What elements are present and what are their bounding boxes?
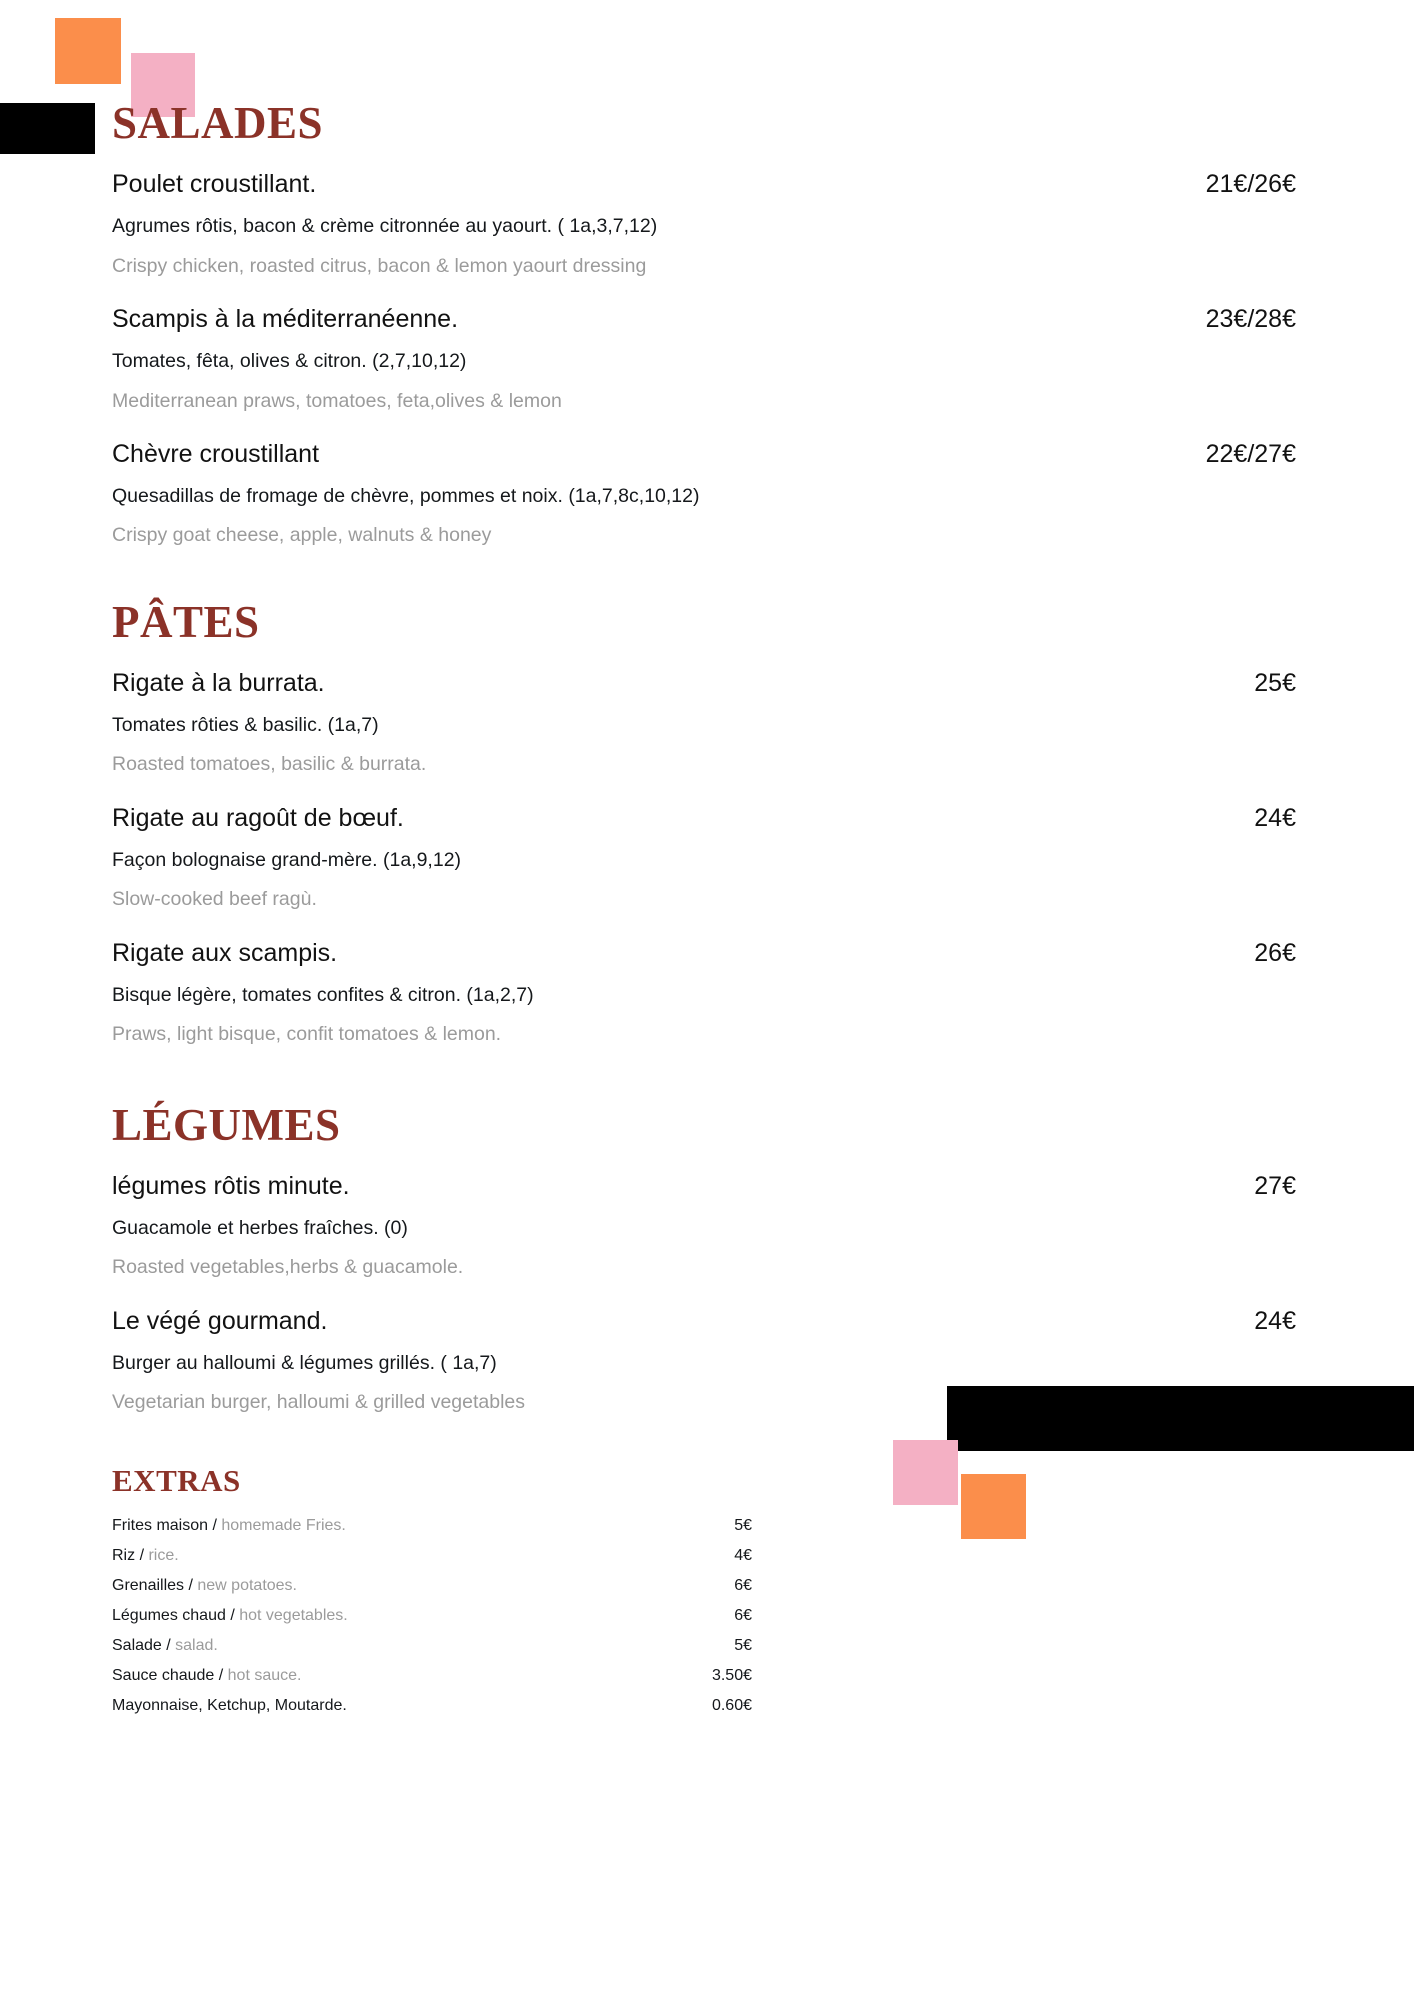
extra-label <box>112 1547 734 1565</box>
dish-item <box>112 668 1296 778</box>
dish-description-fr: Façon bolognaise grand-mère. (1a,9,12) <box>112 849 462 871</box>
dish-description-fr: Quesadillas de fromage de chèvre, pommes et noix. (1a,7,8c,10,12) <box>112 485 700 508</box>
extra-label-fr: Légumes chaud <box>112 1606 231 1624</box>
dish-item <box>112 439 1296 549</box>
extra-item <box>112 1577 752 1595</box>
dish-item <box>112 1306 1296 1416</box>
extra-separator: / <box>230 1606 240 1624</box>
dish-item <box>112 938 1296 1048</box>
dish-item <box>112 304 1296 414</box>
dish-header <box>112 803 1296 834</box>
dish-description-fr: Tomates rôties & basilic. (1a,7) <box>112 714 379 737</box>
dish-description-en: Slow-cooked beef ragù. <box>112 888 317 911</box>
section-heading-extras: EXTRAS <box>112 1462 241 1498</box>
dish-item <box>112 1171 1296 1281</box>
dish-name: Poulet croustillant. <box>112 170 317 198</box>
dish-header <box>112 169 1296 200</box>
extra-label-en: hot sauce. <box>227 1666 302 1684</box>
dish-header <box>112 439 1296 470</box>
section-heading-legumes: LÉGUMES <box>112 1099 341 1150</box>
section-heading-salades: SALADES <box>112 98 324 148</box>
dish-description-fr: Burger au halloumi & légumes grillés. ( 1a,7) <box>112 1351 497 1374</box>
extra-separator: / <box>218 1666 228 1684</box>
extra-price: 6€ <box>734 1606 752 1624</box>
extra-label-en: homemade Fries. <box>221 1516 346 1534</box>
extra-price: 0.60€ <box>711 1696 752 1714</box>
extra-separator: / <box>188 1576 198 1594</box>
dish-description-en: Praws, light bisque, confit tomatoes & lemon. <box>112 1023 502 1046</box>
dish-price: 22€/27€ <box>1205 439 1296 468</box>
extra-price: 4€ <box>734 1546 752 1564</box>
extra-price: 6€ <box>734 1576 752 1594</box>
section-heading-pates: PÂTES <box>112 596 260 647</box>
dish-description-en: Crispy chicken, roasted citrus, bacon & lemon yaourt dressing <box>112 254 647 277</box>
extra-separator: / <box>166 1636 176 1654</box>
extra-separator: / <box>212 1516 222 1534</box>
extra-label <box>112 1667 712 1685</box>
dish-name: Chèvre croustillant <box>112 439 320 468</box>
extra-item <box>112 1697 752 1715</box>
extra-price: 3.50€ <box>711 1666 752 1684</box>
extra-price: 5€ <box>734 1516 752 1534</box>
dish-price: 25€ <box>1254 668 1296 697</box>
dish-item <box>112 169 1296 279</box>
dish-description-en: Roasted vegetables,herbs & guacamole. <box>112 1256 464 1279</box>
dish-header <box>112 668 1296 699</box>
extras-list <box>112 1517 1046 1715</box>
dish-description-en: Mediterranean praws, tomatoes, feta,olives & lemon <box>112 389 562 412</box>
dish-description-fr: Bisque légère, tomates confites & citron. (1a,2,7) <box>112 983 534 1006</box>
extra-item <box>112 1547 752 1565</box>
dish-price: 27€ <box>1254 1171 1296 1200</box>
extra-label <box>112 1517 734 1535</box>
dish-list-pates <box>112 668 1296 1048</box>
extra-price: 5€ <box>734 1636 752 1654</box>
extra-label <box>112 1577 734 1595</box>
dish-description-fr: Tomates, fêta, olives & citron. (2,7,10,12) <box>112 350 467 373</box>
dish-description-fr: Agrumes rôtis, bacon & crème citronnée au yaourt. ( 1a,3,7,12) <box>112 215 658 238</box>
extra-item <box>112 1637 752 1655</box>
extra-label <box>112 1697 712 1715</box>
dish-list-legumes <box>112 1171 1296 1416</box>
extra-item <box>112 1517 752 1535</box>
dish-description-en: Roasted tomatoes, basilic & burrata. <box>112 753 427 776</box>
dish-name: Rigate au ragoût de bœuf. <box>112 803 404 832</box>
dish-list-salades <box>112 169 1296 549</box>
extra-label-fr: Grenailles <box>112 1576 189 1594</box>
extra-label-fr: Sauce chaude <box>112 1666 219 1684</box>
dish-price: 23€/28€ <box>1205 304 1296 333</box>
dish-description-fr: Guacamole et herbes fraîches. (0) <box>112 1216 408 1239</box>
dish-price: 24€ <box>1254 803 1296 832</box>
extra-label-fr: Salade <box>112 1636 167 1654</box>
dish-price: 26€ <box>1254 938 1296 967</box>
extra-label-en: rice. <box>148 1546 179 1564</box>
dish-price: 24€ <box>1254 1306 1296 1335</box>
dish-name: Scampis à la méditerranéenne. <box>112 304 459 333</box>
extra-label <box>112 1637 734 1655</box>
extra-label-fr: Frites maison <box>112 1516 213 1534</box>
dish-header <box>112 304 1296 335</box>
dish-price: 21€/26€ <box>1205 170 1296 198</box>
dish-item <box>112 803 1296 913</box>
dish-description-en: Crispy goat cheese, apple, walnuts & honey <box>112 524 492 547</box>
extra-label-fr: Mayonnaise, Ketchup, Moutarde. <box>112 1696 347 1714</box>
dish-header <box>112 938 1296 969</box>
extra-label <box>112 1607 734 1625</box>
dish-name: légumes rôtis minute. <box>112 1171 350 1200</box>
extra-label-en: hot vegetables. <box>239 1606 348 1624</box>
dish-name: Rigate aux scampis. <box>112 938 338 967</box>
extra-label-en: salad. <box>175 1636 218 1654</box>
extra-label-fr: Riz <box>112 1546 140 1564</box>
extra-item <box>112 1607 752 1625</box>
extra-separator: / <box>139 1546 149 1564</box>
dish-header <box>112 1306 1296 1337</box>
dish-description-en: Vegetarian burger, halloumi & grilled vegetables <box>112 1391 526 1414</box>
extra-label-en: new potatoes. <box>197 1576 297 1594</box>
dish-name: Rigate à la burrata. <box>112 668 325 697</box>
dish-header <box>112 1171 1296 1202</box>
dish-name: Le végé gourmand. <box>112 1306 328 1335</box>
extra-item <box>112 1667 752 1685</box>
